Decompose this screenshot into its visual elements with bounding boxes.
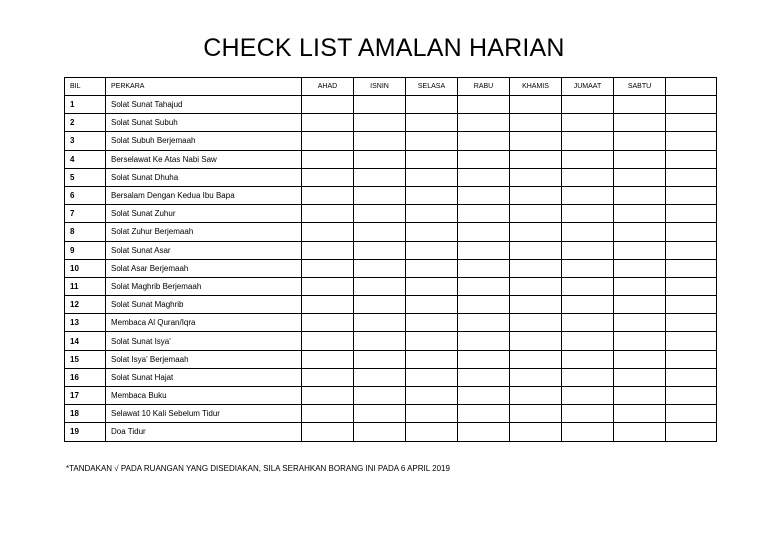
- check-cell[interactable]: [666, 387, 717, 405]
- header-day-blank: [666, 78, 717, 96]
- row-number: 1: [65, 96, 106, 114]
- check-cell[interactable]: [354, 277, 406, 295]
- check-cell[interactable]: [510, 259, 562, 277]
- check-cell[interactable]: [406, 150, 458, 168]
- check-cell[interactable]: [458, 186, 510, 204]
- header-day: ISNIN: [354, 78, 406, 96]
- check-cell[interactable]: [354, 405, 406, 423]
- check-cell[interactable]: [510, 150, 562, 168]
- check-cell[interactable]: [510, 186, 562, 204]
- check-cell[interactable]: [562, 168, 614, 186]
- check-cell[interactable]: [666, 350, 717, 368]
- row-activity: Solat Sunat Subuh: [106, 114, 302, 132]
- check-cell[interactable]: [458, 150, 510, 168]
- row-number: 18: [65, 405, 106, 423]
- check-cell[interactable]: [302, 223, 354, 241]
- check-cell[interactable]: [406, 241, 458, 259]
- table-row: [65, 332, 717, 350]
- check-cell[interactable]: [354, 205, 406, 223]
- check-cell[interactable]: [510, 168, 562, 186]
- check-cell[interactable]: [666, 405, 717, 423]
- check-cell[interactable]: [562, 96, 614, 114]
- check-cell[interactable]: [406, 277, 458, 295]
- check-cell[interactable]: [406, 423, 458, 441]
- check-cell[interactable]: [302, 332, 354, 350]
- checklist-body: [65, 96, 717, 442]
- check-cell[interactable]: [666, 168, 717, 186]
- check-cell[interactable]: [510, 423, 562, 441]
- header-day: RABU: [458, 78, 510, 96]
- header-day: AHAD: [302, 78, 354, 96]
- check-cell[interactable]: [458, 423, 510, 441]
- row-number: 8: [65, 223, 106, 241]
- check-cell[interactable]: [510, 314, 562, 332]
- row-activity: Doa Tidur: [106, 423, 302, 441]
- check-cell[interactable]: [510, 96, 562, 114]
- check-cell[interactable]: [406, 314, 458, 332]
- check-cell[interactable]: [614, 423, 666, 441]
- check-cell[interactable]: [302, 259, 354, 277]
- check-cell[interactable]: [614, 368, 666, 386]
- check-cell[interactable]: [354, 132, 406, 150]
- row-number: 12: [65, 296, 106, 314]
- check-cell[interactable]: [562, 205, 614, 223]
- check-cell[interactable]: [458, 96, 510, 114]
- check-cell[interactable]: [562, 132, 614, 150]
- table-row: [65, 205, 717, 223]
- check-cell[interactable]: [614, 277, 666, 295]
- row-number: 11: [65, 277, 106, 295]
- row-activity: Membaca Buku: [106, 387, 302, 405]
- check-cell[interactable]: [354, 350, 406, 368]
- table-row: [65, 368, 717, 386]
- check-cell[interactable]: [666, 205, 717, 223]
- check-cell[interactable]: [614, 96, 666, 114]
- row-number: 4: [65, 150, 106, 168]
- row-number: 16: [65, 368, 106, 386]
- row-activity: Bersalam Dengan Kedua Ibu Bapa: [106, 186, 302, 204]
- check-cell[interactable]: [510, 132, 562, 150]
- check-cell[interactable]: [302, 350, 354, 368]
- row-activity: Solat Sunat Maghrib: [106, 296, 302, 314]
- check-cell[interactable]: [302, 296, 354, 314]
- row-activity: Solat Isya' Berjemaah: [106, 350, 302, 368]
- check-cell[interactable]: [614, 314, 666, 332]
- check-cell[interactable]: [562, 387, 614, 405]
- table-row: [65, 150, 717, 168]
- check-cell[interactable]: [614, 186, 666, 204]
- check-cell[interactable]: [354, 387, 406, 405]
- check-cell[interactable]: [354, 259, 406, 277]
- check-cell[interactable]: [458, 241, 510, 259]
- check-cell[interactable]: [354, 332, 406, 350]
- check-cell[interactable]: [406, 186, 458, 204]
- check-cell[interactable]: [458, 405, 510, 423]
- check-cell[interactable]: [614, 241, 666, 259]
- row-activity: Solat Sunat Asar: [106, 241, 302, 259]
- table-row: [65, 259, 717, 277]
- check-cell[interactable]: [354, 423, 406, 441]
- table-row: [65, 96, 717, 114]
- check-cell[interactable]: [458, 296, 510, 314]
- check-cell[interactable]: [510, 296, 562, 314]
- check-cell[interactable]: [406, 259, 458, 277]
- row-activity: Selawat 10 Kali Sebelum Tidur: [106, 405, 302, 423]
- check-cell[interactable]: [666, 423, 717, 441]
- check-cell[interactable]: [406, 332, 458, 350]
- row-number: 6: [65, 186, 106, 204]
- check-cell[interactable]: [666, 332, 717, 350]
- check-cell[interactable]: [614, 387, 666, 405]
- header-day: SELASA: [406, 78, 458, 96]
- row-number: 7: [65, 205, 106, 223]
- check-cell[interactable]: [666, 277, 717, 295]
- check-cell[interactable]: [406, 168, 458, 186]
- check-cell[interactable]: [562, 150, 614, 168]
- check-cell[interactable]: [614, 205, 666, 223]
- check-cell[interactable]: [614, 168, 666, 186]
- table-row: [65, 277, 717, 295]
- header-day: JUMAAT: [562, 78, 614, 96]
- check-cell[interactable]: [458, 114, 510, 132]
- check-cell[interactable]: [510, 277, 562, 295]
- check-cell[interactable]: [510, 332, 562, 350]
- check-cell[interactable]: [510, 387, 562, 405]
- check-cell[interactable]: [406, 405, 458, 423]
- row-activity: Solat Sunat Isya': [106, 332, 302, 350]
- check-cell[interactable]: [562, 114, 614, 132]
- check-cell[interactable]: [406, 114, 458, 132]
- check-cell[interactable]: [562, 350, 614, 368]
- table-row: [65, 132, 717, 150]
- check-cell[interactable]: [562, 223, 614, 241]
- check-cell[interactable]: [302, 114, 354, 132]
- check-cell[interactable]: [302, 168, 354, 186]
- check-cell[interactable]: [302, 277, 354, 295]
- check-cell[interactable]: [666, 96, 717, 114]
- row-number: 15: [65, 350, 106, 368]
- check-cell[interactable]: [562, 423, 614, 441]
- check-cell[interactable]: [666, 223, 717, 241]
- page-title: CHECK LIST AMALAN HARIAN: [203, 34, 565, 62]
- check-cell[interactable]: [406, 205, 458, 223]
- check-cell[interactable]: [666, 186, 717, 204]
- check-cell[interactable]: [614, 223, 666, 241]
- check-cell[interactable]: [510, 405, 562, 423]
- check-cell[interactable]: [666, 368, 717, 386]
- check-cell[interactable]: [614, 150, 666, 168]
- table-row: [65, 186, 717, 204]
- check-cell[interactable]: [666, 114, 717, 132]
- row-activity: Solat Sunat Dhuha: [106, 168, 302, 186]
- row-activity: Solat Maghrib Berjemaah: [106, 277, 302, 295]
- row-activity: Solat Sunat Hajat: [106, 368, 302, 386]
- table-row: [65, 314, 717, 332]
- header-day: SABTU: [614, 78, 666, 96]
- row-number: 17: [65, 387, 106, 405]
- row-number: 2: [65, 114, 106, 132]
- check-cell[interactable]: [354, 296, 406, 314]
- check-cell[interactable]: [666, 241, 717, 259]
- check-cell[interactable]: [614, 259, 666, 277]
- row-activity: Solat Sunat Tahajud: [106, 96, 302, 114]
- row-number: 9: [65, 241, 106, 259]
- check-cell[interactable]: [406, 132, 458, 150]
- check-cell[interactable]: [302, 387, 354, 405]
- check-cell[interactable]: [406, 223, 458, 241]
- check-cell[interactable]: [562, 259, 614, 277]
- check-cell[interactable]: [302, 150, 354, 168]
- header-row: [65, 78, 717, 96]
- check-cell[interactable]: [666, 259, 717, 277]
- check-cell[interactable]: [458, 223, 510, 241]
- check-cell[interactable]: [666, 132, 717, 150]
- check-cell[interactable]: [406, 96, 458, 114]
- check-cell[interactable]: [614, 332, 666, 350]
- checklist-table: [64, 77, 717, 442]
- check-cell[interactable]: [666, 296, 717, 314]
- check-cell[interactable]: [302, 132, 354, 150]
- check-cell[interactable]: [458, 387, 510, 405]
- check-cell[interactable]: [406, 387, 458, 405]
- check-cell[interactable]: [458, 332, 510, 350]
- header-perkara: PERKARA: [106, 78, 302, 96]
- check-cell[interactable]: [302, 186, 354, 204]
- table-row: [65, 405, 717, 423]
- check-cell[interactable]: [302, 314, 354, 332]
- check-cell[interactable]: [510, 368, 562, 386]
- check-cell[interactable]: [458, 277, 510, 295]
- check-cell[interactable]: [302, 423, 354, 441]
- check-cell[interactable]: [354, 241, 406, 259]
- check-cell[interactable]: [562, 405, 614, 423]
- check-cell[interactable]: [562, 368, 614, 386]
- check-cell[interactable]: [354, 314, 406, 332]
- check-cell[interactable]: [510, 350, 562, 368]
- check-cell[interactable]: [354, 186, 406, 204]
- check-cell[interactable]: [562, 277, 614, 295]
- check-cell[interactable]: [510, 241, 562, 259]
- check-cell[interactable]: [354, 368, 406, 386]
- check-cell[interactable]: [614, 114, 666, 132]
- row-number: 13: [65, 314, 106, 332]
- header-day: KHAMIS: [510, 78, 562, 96]
- check-cell[interactable]: [302, 368, 354, 386]
- table-row: [65, 168, 717, 186]
- check-cell[interactable]: [406, 368, 458, 386]
- check-cell[interactable]: [406, 350, 458, 368]
- footnote: *TANDAKAN √ PADA RUANGAN YANG DISEDIAKAN, SILA SERAHKAN BORANG INI PADA 6 APRIL 2019: [66, 464, 450, 473]
- row-number: 19: [65, 423, 106, 441]
- check-cell[interactable]: [562, 314, 614, 332]
- check-cell[interactable]: [458, 368, 510, 386]
- check-cell[interactable]: [458, 259, 510, 277]
- check-cell[interactable]: [562, 186, 614, 204]
- row-number: 14: [65, 332, 106, 350]
- check-cell[interactable]: [510, 114, 562, 132]
- header-bil: BIL: [65, 78, 106, 96]
- check-cell[interactable]: [562, 241, 614, 259]
- check-cell[interactable]: [354, 223, 406, 241]
- row-activity: Solat Subuh Berjemaah: [106, 132, 302, 150]
- check-cell[interactable]: [354, 114, 406, 132]
- check-cell[interactable]: [302, 96, 354, 114]
- check-cell[interactable]: [562, 296, 614, 314]
- row-number: 10: [65, 259, 106, 277]
- table-row: [65, 296, 717, 314]
- check-cell[interactable]: [666, 150, 717, 168]
- row-activity: Solat Sunat Zuhur: [106, 205, 302, 223]
- check-cell[interactable]: [354, 168, 406, 186]
- row-activity: Membaca Al Quran/Iqra: [106, 314, 302, 332]
- check-cell[interactable]: [354, 150, 406, 168]
- check-cell[interactable]: [510, 223, 562, 241]
- check-cell[interactable]: [614, 296, 666, 314]
- check-cell[interactable]: [302, 205, 354, 223]
- table-row: [65, 350, 717, 368]
- check-cell[interactable]: [614, 350, 666, 368]
- check-cell[interactable]: [458, 132, 510, 150]
- check-cell[interactable]: [406, 296, 458, 314]
- check-cell[interactable]: [458, 350, 510, 368]
- check-cell[interactable]: [458, 205, 510, 223]
- check-cell[interactable]: [302, 405, 354, 423]
- check-cell[interactable]: [666, 314, 717, 332]
- table-row: [65, 423, 717, 441]
- check-cell[interactable]: [510, 205, 562, 223]
- table-row: [65, 114, 717, 132]
- row-activity: Berselawat Ke Atas Nabi Saw: [106, 150, 302, 168]
- check-cell[interactable]: [302, 241, 354, 259]
- row-number: 3: [65, 132, 106, 150]
- row-activity: Solat Zuhur Berjemaah: [106, 223, 302, 241]
- row-number: 5: [65, 168, 106, 186]
- row-activity: Solat Asar Berjemaah: [106, 259, 302, 277]
- check-cell[interactable]: [354, 96, 406, 114]
- check-cell[interactable]: [614, 132, 666, 150]
- table-row: [65, 387, 717, 405]
- check-cell[interactable]: [458, 314, 510, 332]
- check-cell[interactable]: [562, 332, 614, 350]
- check-cell[interactable]: [614, 405, 666, 423]
- table-row: [65, 241, 717, 259]
- check-cell[interactable]: [458, 168, 510, 186]
- table-row: [65, 223, 717, 241]
